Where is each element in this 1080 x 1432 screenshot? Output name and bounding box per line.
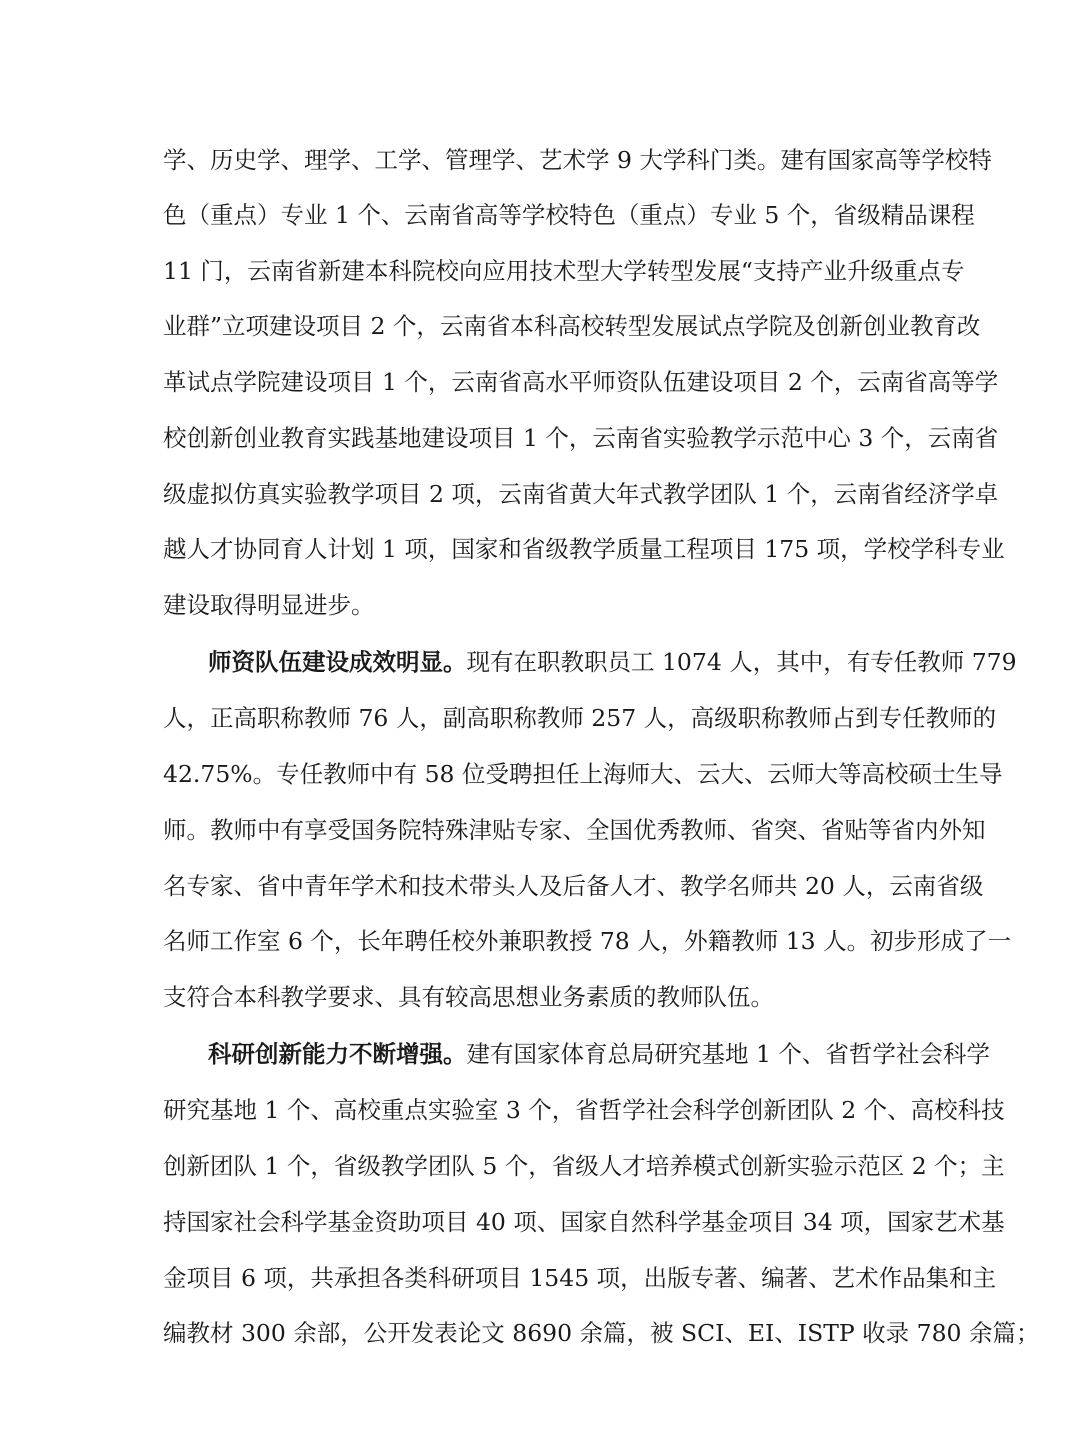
text-line: 研究基地 1 个、高校重点实验室 3 个，省哲学社会科学创新团队 2 个、高校科技 — [163, 1096, 1005, 1124]
text-line: 现有在职教职员工 1074 人，其中，有专任教师 779 — [466, 648, 1017, 676]
text-line: 色（重点）专业 1 个、云南省高等学校特色（重点）专业 5 个，省级精品课程 — [163, 201, 975, 229]
text-line: 支符合本科教学要求、具有较高思想业务素质的教师队伍。 — [163, 983, 774, 1011]
section-heading-faculty: 师资队伍建设成效明显。 — [208, 648, 467, 676]
text-line: 业群”立项建设项目 2 个，云南省本科高校转型发展试点学院及创新创业教育改 — [163, 312, 981, 340]
paragraph-lead — [208, 1034, 990, 1074]
text-line: 革试点学院建设项目 1 个，云南省高水平师资队伍建设项目 2 个，云南省高等学 — [163, 368, 999, 396]
text-line: 11 门，云南省新建本科院校向应用技术型大学转型发展“支持产业升级重点专 — [163, 257, 965, 285]
text-line: 越人才协同育人计划 1 项，国家和省级教学质量工程项目 175 项，学校学科专业 — [163, 535, 1005, 563]
text-line: 校创新创业教育实践基地建设项目 1 个，云南省实验教学示范中心 3 个，云南省 — [163, 424, 999, 452]
text-line: 人，正高职称教师 76 人，副高职称教师 257 人，高级职称教师占到专任教师的 — [163, 704, 997, 732]
text-line: 名专家、省中青年学术和技术带头人及后备人才、教学名师共 20 人，云南省级 — [163, 872, 984, 900]
text-line: 编教材 300 余部，公开发表论文 8690 余篇，被 SCI、EI、ISTP 收录 780 余篇； — [163, 1319, 1040, 1347]
text-line: 建有国家体育总局研究基地 1 个、省哲学社会科学 — [466, 1040, 990, 1068]
text-line: 级虚拟仿真实验教学项目 2 项，云南省黄大年式教学团队 1 个，云南省经济学卓 — [163, 480, 999, 508]
text-line: 创新团队 1 个，省级教学团队 5 个，省级人才培养模式创新实验示范区 2 个；主 — [163, 1152, 1005, 1180]
paragraph-lead — [208, 642, 1017, 682]
text-line: 金项目 6 项，共承担各类科研项目 1545 项，出版专著、编著、艺术作品集和主 — [163, 1264, 997, 1292]
section-heading-research: 科研创新能力不断增强。 — [208, 1040, 467, 1068]
text-line: 42.75%。专任教师中有 58 位受聘担任上海师大、云大、云师大等高校硕士生导 — [163, 760, 1003, 788]
text-line: 持国家社会科学基金资助项目 40 项、国家自然科学基金项目 34 项，国家艺术基 — [163, 1208, 1005, 1236]
text-line: 建设取得明显进步。 — [163, 591, 375, 619]
text-line: 师。教师中有享受国务院特殊津贴专家、全国优秀教师、省突、省贴等省内外知 — [163, 816, 986, 844]
text-line: 名师工作室 6 个，长年聘任校外兼职教授 78 人，外籍教师 13 人。初步形成了一 — [163, 927, 1012, 955]
text-line: 学、历史学、理学、工学、管理学、艺术学 9 大学科门类。建有国家高等学校特 — [163, 146, 992, 174]
